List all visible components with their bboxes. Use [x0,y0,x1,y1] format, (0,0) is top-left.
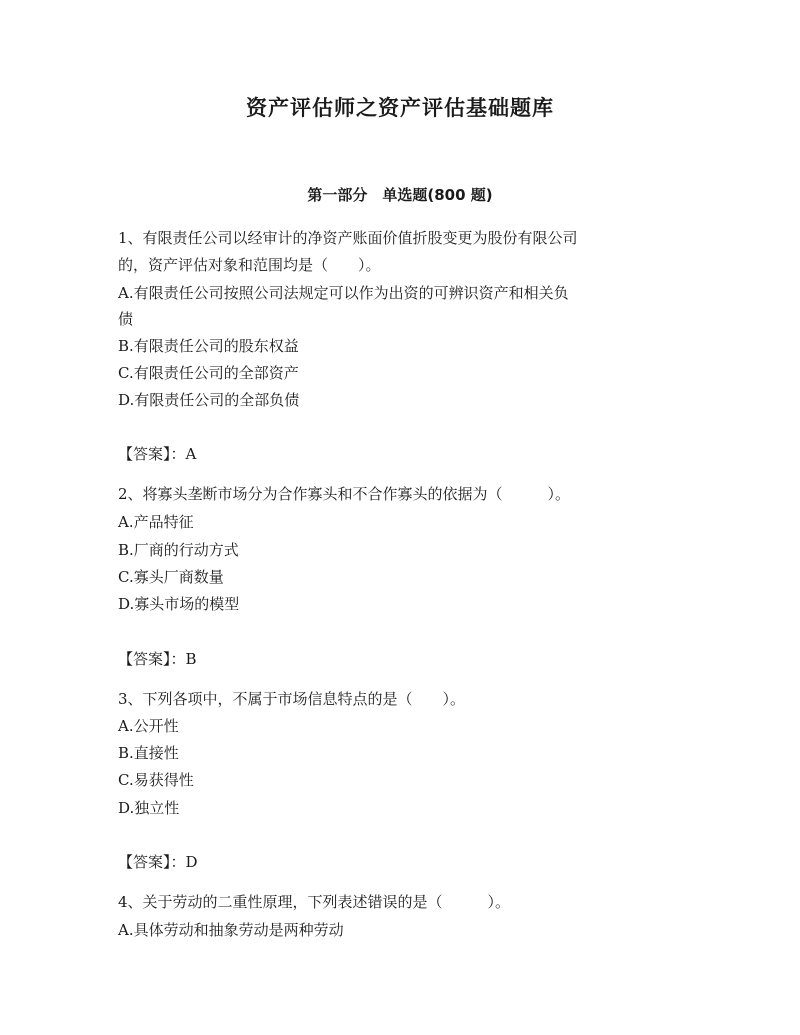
question-4-stem-line-1: 4、关于劳动的二重性原理，下列表述错误的是（ ）。 [118,893,511,911]
question-2-option-c: C.寡头厂商数量 [118,568,224,586]
question-2-stem-line-1: 2、将寡头垄断市场分为合作寡头和不合作寡头的依据为（ ）。 [118,485,571,503]
question-1-stem-line-1: 1、有限责任公司以经审计的净资产账面价值折股变更为股份有限公司 [118,229,578,247]
question-1-option-a: A.有限责任公司按照公司法规定可以作为出资的可辨识资产和相关负 [118,284,569,302]
question-2-answer: 【答案】：B [118,650,197,668]
page-title: 资产评估师之资产评估基础题库 [246,96,554,120]
question-1-option-d: D.有限责任公司的全部负债 [118,391,300,409]
question-4-option-a: A.具体劳动和抽象劳动是两种劳动 [118,921,344,939]
question-2-option-d: D.寡头市场的模型 [118,595,240,613]
question-3-option-a: A.公开性 [118,717,179,735]
question-1-option-a-cont: 债 [118,310,134,328]
question-3-option-c: C.易获得性 [118,771,194,789]
question-3-option-d: D.独立性 [118,799,180,817]
question-1-option-c: C.有限责任公司的全部资产 [118,364,299,382]
question-1-option-b: B.有限责任公司的股东权益 [118,337,299,355]
question-3-answer: 【答案】：D [118,853,198,871]
question-1-answer: 【答案】：A [118,445,197,463]
question-3-option-b: B.直接性 [118,744,179,762]
question-2-option-b: B.厂商的行动方式 [118,541,239,559]
question-2-option-a: A.产品特征 [118,513,194,531]
section-heading: 第一部分 单选题(800 题) [307,186,493,204]
question-3-stem-line-1: 3、下列各项中，不属于市场信息特点的是（ ）。 [118,690,466,708]
question-1-stem-line-2: 的，资产评估对象和范围均是（ ）。 [118,256,381,274]
